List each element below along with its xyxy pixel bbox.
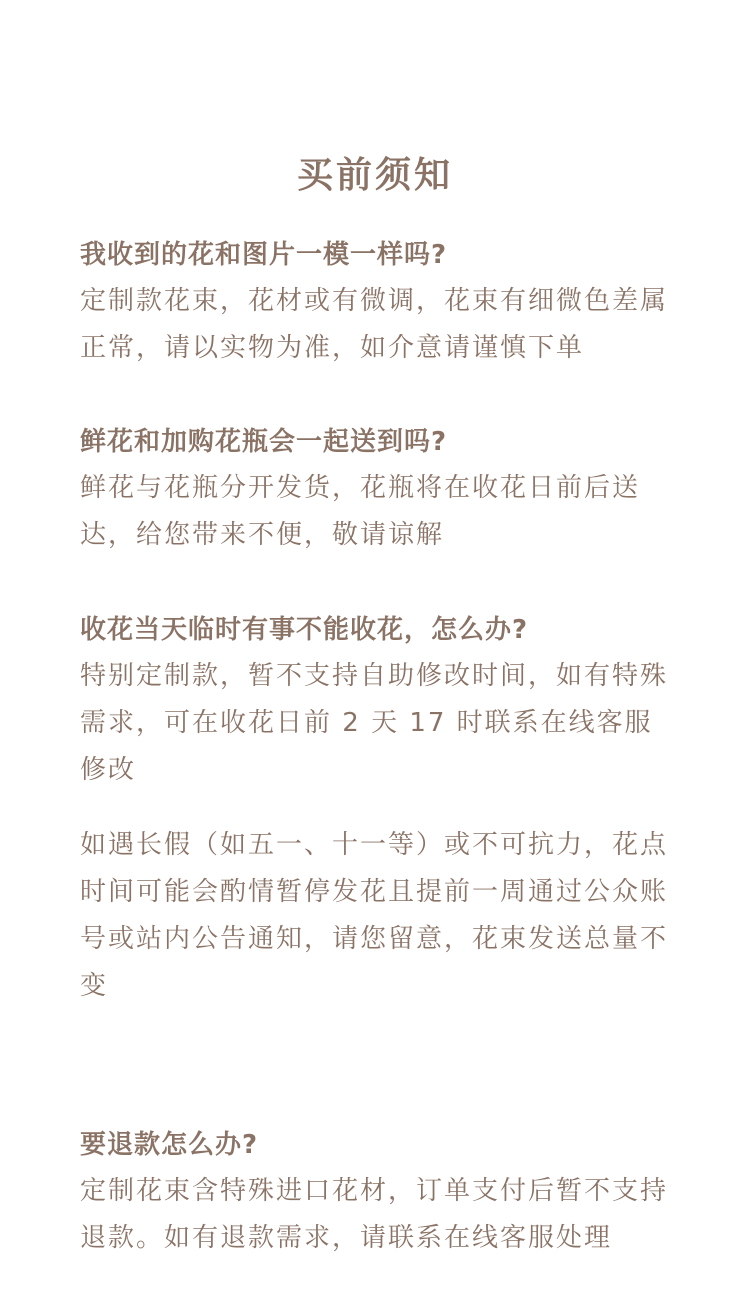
faq-answer: 定制款花束，花材或有微调，花束有细微色差属正常，请以实物为准，如介意请谨慎下单 — [80, 286, 669, 363]
faq-answer: 特别定制款，暂不支持自助修改时间，如有特殊需求，可在收花日前 2 天 17 时联系在线客服修改 — [80, 661, 669, 785]
page-title: 买前须知 — [296, 155, 453, 196]
faq-question: 收花当天临时有事不能收花，怎么办? — [80, 615, 529, 645]
faq-question: 鲜花和加购花瓶会一起送到吗? — [80, 427, 448, 457]
faq-question: 我收到的花和图片一模一样吗? — [80, 240, 448, 270]
faq-item-refund — [80, 1126, 680, 1262]
faq-question: 要退款怎么办? — [80, 1130, 259, 1160]
faq-item-vase — [80, 423, 680, 559]
faq-answer: 定制花束含特殊进口花材，订单支付后暂不支持退款。如有退款需求，请联系在线客服处理 — [80, 1176, 669, 1253]
holiday-note — [80, 818, 680, 1010]
holiday-note-text: 如遇长假（如五一、十一等）或不可抗力，花点时间可能会酌情暂停发花且提前一周通过公众账号或站内公告通知，请您留意，花束发送总量不变 — [80, 830, 669, 1001]
faq-answer: 鲜花与花瓶分开发货，花瓶将在收花日前后送达，给您带来不便，敬请谅解 — [80, 473, 641, 550]
faq-item-reschedule — [80, 611, 680, 794]
faq-item-match — [80, 236, 680, 372]
